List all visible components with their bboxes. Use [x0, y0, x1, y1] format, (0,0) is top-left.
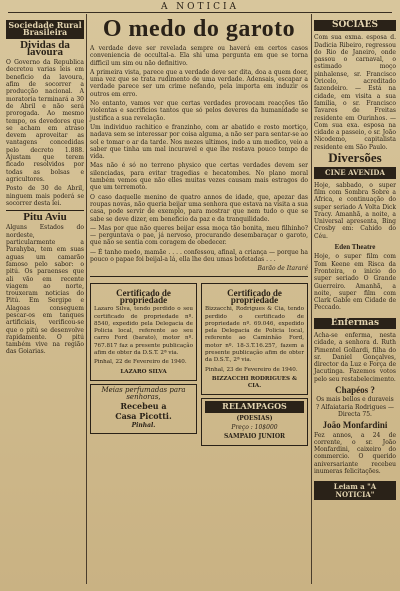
enfermas-banner: Enfermas: [314, 318, 396, 329]
article-dialog-1: — Mas por que não queres beijar essa moça tão bonita, meu filhinho? — perguntava o pae, já nervoso, procurando desembaraçar o garoto, que não se sentia com coragem de obedecer.: [90, 224, 308, 247]
relampagos-sub: (POESIAS): [236, 414, 273, 422]
cine-text: Hoje, sabbado, o super film com Sombra Sobre a Africa, e continuação do super seriado A Volta Dick Tracy. Amanhã, a noite, a Universal apresenta, Bing Crosby em: Cahido do Céu.: [314, 181, 396, 240]
article-paragraph-2: No entanto, vamos ver que certas verdades provocam reacções tão violentas e sacrificios tantos que só pelos deveres da humanidade se justifica a sua revelação.: [90, 100, 308, 122]
certificate-text-2: Bizzacchi, Rodrigues & Cia, tendo perdido o certificado de propriedade nº. 69.046, expedido pela Delegacia de Policia local, referente ao Caminhão Ford, motor nº. 18-3.T.16.257, fazem a presente publicação afim de obter da D.S.T., 2ª via.: [205, 306, 304, 364]
center-column: [90, 14, 308, 449]
chapeos-text: Os mais bellos e duraveis ? Alfaiataria Rodrigues — Directa 75.: [316, 396, 394, 418]
certificate-text-1: Lazaro Silva, tendo perdido o seu certificado de propriedade nº. 8540, expedido pela Delegacia de Policia local, referente ao seu carro Ford (barato), motor nº. 767.817 faz a presente publicação afim de obter da D.S.T. 2ª via.: [94, 306, 193, 356]
right-column: [314, 14, 396, 503]
sociaes-banner: SOCIAES: [314, 20, 396, 31]
certificate-notice-1: [90, 283, 197, 381]
dividas-headline: Dividas da lavoura: [20, 38, 70, 58]
chapeos-heading: Chapéos ?: [335, 385, 375, 396]
classified-right: [201, 280, 308, 449]
meias-ad-line-1: Meias perfumadas para senhoras,: [101, 385, 186, 402]
classified-left: [90, 280, 197, 449]
relampagos-price: Preço : 10$000: [231, 424, 278, 432]
certificate-date-1: Pinhal, 22 de Fevereiro de 1940.: [94, 359, 187, 366]
article-paragraph-3: Um individuo rachitico e franzinho, com ar abatido e rosto mortiço, nadava sem se interessar por coisa alguma, a não ser para sentar-se ao sol e tomar o ar da tarde. Nos mezes ultimos, indo a um medico, veio a saber que tinha um mal incuravel e que lhe restava pouco tempo de vida.: [90, 123, 308, 161]
certificate-date-2: Pinhal, 23 de Fevereiro de 1940.: [205, 366, 298, 373]
main-headline: O medo do garoto: [102, 16, 296, 42]
masthead: A NOTICIA: [160, 2, 240, 12]
pitu-text: Alguns Estados do nordeste, particularmente a Parahyba, tem em suas aguas um camarão famoso pelo sabor: o pitú. Os paraenses que ali vão em recente viagem ao norte, trouxeram noticias do Pitú. Em Sergipe e Alagoas conseguem pescar-os em tanques artificiais, verificou-se que o pitú se desenvolve rapidamente. O pitú também vive na região das Goiarias.: [6, 224, 84, 356]
eden-theatre-heading: Eden Theatre: [334, 243, 376, 252]
eden-text: Hoje, o super film com Tom Keene em Risca da Fronteira, o inicio do super seriado O Grande Guerreiro. Amanhã, a noite, super film com Clark Gable em Cidade de Peccado.: [314, 253, 396, 312]
sociedade-rural-banner: Sociedade Rural Brasileira: [6, 20, 84, 39]
meias-ad: [90, 384, 197, 434]
dividas-text-2: Posto de 30 de Abril, ninguem mais poderá se socorrer desta lei.: [6, 185, 84, 207]
relampagos-ad: [201, 398, 308, 445]
masthead-rule: [8, 12, 392, 13]
joao-text: Fez annos, a 24 de corrente, o sr. João Monfardini, caixeiro do commercio. O querido aniversariante recebeu inumeras felicitações.: [314, 431, 396, 476]
column-divider-right: [311, 14, 312, 584]
article-intro: A verdade deve ser revelada sempre ou haverá em certos casos conveniencia de occultal-a. Ela shi uma pergunta em que se torna difficil um sim ou não definitivo.: [90, 45, 308, 67]
certificate-notice-2: [201, 283, 308, 396]
pitu-headline: Pitu Aviu: [23, 211, 67, 224]
leiam-banner: Leiam a "A NOTICIA": [314, 481, 396, 500]
certificate-title-2: Certificado de propriedade: [227, 287, 282, 305]
cine-avenida-banner: CINE AVENIDA: [314, 167, 396, 178]
column-divider-left: [86, 14, 87, 584]
article-signature: Barão de Itararé: [257, 265, 308, 273]
diversoes-headline: Diversões: [328, 150, 382, 166]
article-dialog-2: — É tanho medo, mamãe . . . . confessou, afinal, a criança — porque ha pouco o papae foi beijal-a lá, ella lhe deu umas bofetadas . . .: [90, 248, 308, 264]
meias-ad-line-3: Casa Picotti.: [115, 410, 172, 421]
classifieds-row: [90, 280, 308, 449]
enfermas-text: Acha-se enferma, nesta cidade, a senhora d. Ruth Pimentel Gollardi, filha do sr. Daniel Gonçalves, director da Luz e Força de Jacutinga. Fazemos votos pelo seu restabelecimento.: [314, 331, 396, 383]
left-column: [6, 14, 84, 358]
article-paragraph-5: O caso daquelle menino de quatro annos de idade, que, apezar das roupas novas, não queria beijar uma senhora que estava na visita a sua casa, pode servir de exemplo, para mostrar que nem tudo o que se sabe se deve dizer, em beneficio da paz e da tranquilidade.: [90, 193, 308, 223]
dividas-text: O Governo da Republica decretou varias leis em beneficio da lavoura, afim de socorrer a producção nacional. A moratoria terminará a 30 de Abril e não será prorogada. Ao mesmo tempo, os devedores que se acham em atraso devem aproveitar as vantagens concedidas pelo decreto 1.888. Ajustam que terem ficado resolvidos por todas as bolsas e agricultores.: [6, 59, 84, 183]
article-paragraph-1: A primeira vista, parece que a verdade deve ser dita, doa a quem doer, uma vez que se trata rudimento de uma verdade. Adensais, escapar a verdade parece ser um crime nefando, pela importa em induzir os outros em erro.: [90, 68, 308, 98]
certificate-title-1: Certificado de propriedade: [116, 287, 171, 305]
article-paragraph-4: Mas não é só no terreno physico que certas verdades devem ser silenciadas, para evitar tragedias e hecatombes. No plano moral também vemos que não elles muitas vezes causam mais estragos do que um terremoto.: [90, 162, 308, 192]
section-rule: [90, 276, 308, 277]
sociaes-text: Com sua exma. esposa d. Dadicia Ribeiro, regressou do Rio de Janeiro, onde passou o carnaval, o estimado moço pinhalense, sr. Francisco Oricelo, acreditado fazendeiro. — Está na cidade, em visita a sua familia, o sr. Francisco Tavares de Freitas residente em Ourinhos. — Com sua exa. esposa na cidade a passeio, o sr. João Nicodemo, capitalista residente em São Paulo.: [314, 34, 396, 151]
relampagos-title: RELAMPAGOS: [205, 401, 304, 412]
meias-ad-line-2: Recebeu a: [120, 401, 167, 412]
meias-ad-line-4: Pinhal.: [131, 422, 156, 430]
certificate-name-2: BIZZACCHI RODRIGUES & CIA.: [211, 375, 298, 390]
joao-heading: João Monfardini: [322, 420, 388, 431]
relampagos-author: SAMPAIO JUNIOR: [223, 433, 286, 441]
certificate-name-1: LAZARO SILVA: [120, 368, 167, 375]
